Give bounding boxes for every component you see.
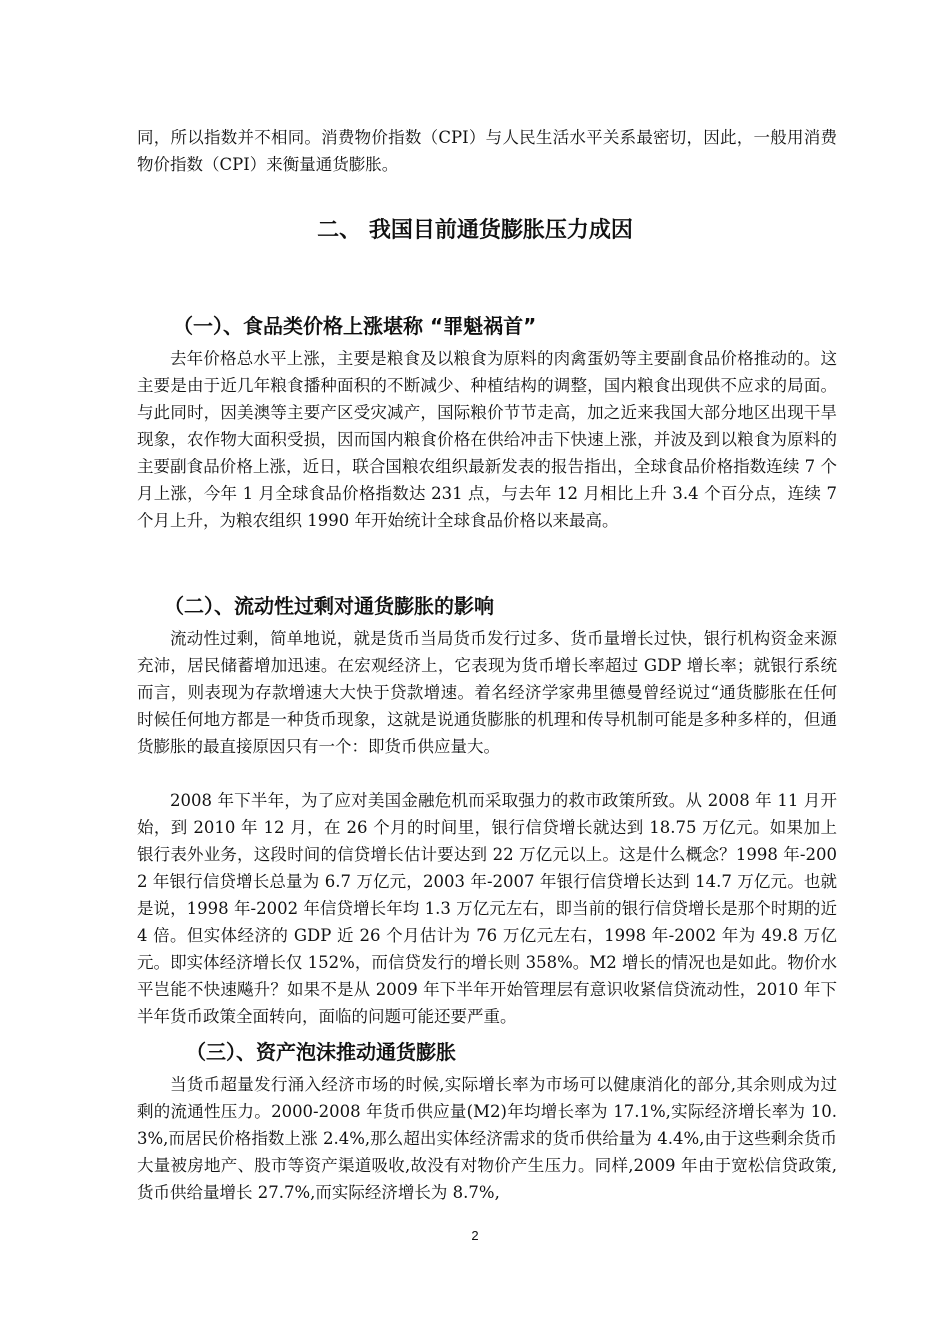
subheading-liquidity: （二）、流动性过剩对通货膨胀的影响 (164, 594, 494, 618)
subheading-food-prices: （一）、食品类价格上涨堪称 “罪魁祸首” (173, 314, 537, 338)
paragraph-food-prices: 去年价格总水平上涨，主要是粮食及以粮食为原料的肉禽蛋奶等主要副食品价格推动的。这主要是由于近几年粮食播种面积的不断减少、种植结构的调整，国内粮食出现供不应求的局面。与此同时，因美澳等主要产区受灾减产，国际粮价节节走高，加之近来我国大部分地区出现干旱现象，农作物大面积受损，因而国内粮食价格在供给冲击下快速上涨，并波及到以粮食为原料的主要副食品价格上涨，近日，联合国粮农组织最新发表的报告指出，全球食品价格指数连续 7 个月上涨，今年 1 月全球食品价格指数达 231 点，与去年 12 月相比上升 3.4 个百分点，连续 7 个月上升，为粮农组织 1990 年开始统计全球食品价格以来最高。 (137, 349, 837, 530)
section-heading-2: 二、 我国目前通货膨胀压力成因 (317, 218, 633, 243)
page-number: 2 (471, 1228, 479, 1243)
paragraph-asset-bubble: 当货币超量发行涌入经济市场的时候,实际增长率为市场可以健康消化的部分,其余则成为过剩的流通性压力。2000-2008 年货币供应量(M2)年均增长率为 17.1%,实际经济增长率为 10.3%,而居民价格指数上涨 2.4%,那么超出实体经济需求的货币供给量为 4.4%,由于这些剩余货币大量被房地产、股市等资产渠道吸收,故没有对物价产生压力。同样,2009 年由于宽松信贷政策,货币供给量增长 27.7%,而实际经济增长为 8.7%, (137, 1075, 837, 1202)
subheading-asset-bubble: （三）、资产泡沫推动通货膨胀 (186, 1040, 456, 1064)
paragraph-cpi-continuation: 同，所以指数并不相同。消费物价指数（CPI）与人民生活水平关系最密切，因此，一般用消费物价指数（CPI）来衡量通货膨胀。 (137, 128, 837, 174)
paragraph-liquidity: 流动性过剩，简单地说，就是货币当局货币发行过多、货币量增长过快，银行机构资金来源充沛，居民储蓄增加迅速。在宏观经济上，它表现为货币增长率超过 GDP 增长率；就银行系统而言，则表现为存款增速大大快于贷款增速。着名经济学家弗里德曼曾经说过“通货膨胀在任何时候任何地方都是一种货币现象，这就是说通货膨胀的机理和传导机制可能是多种多样的，但通货膨胀的最直接原因只有一个：即货币供应量大。 (137, 629, 837, 756)
paragraph-credit-growth: 2008 年下半年，为了应对美国金融危机而采取强力的救市政策所致。从 2008 年 11 月开始，到 2010 年 12 月，在 26 个月的时间里，银行信贷增长就达到 18.75 万亿元。如果加上银行表外业务，这段时间的信贷增长估计要达到 22 万亿元以上。这是什么概念？1998 年-2002 年银行信贷增长总量为 6.7 万亿元，2003 年-2007 年银行信贷增长达到 14.7 万亿元。也就是说，1998 年-2002 年信贷增长年均 1.3 万亿元左右，即当前的银行信贷增长是那个时期的近 4 倍。但实体经济的 GDP 近 26 个月估计为 76 万亿元左右，1998 年-2002 年为 49.8 万亿元。即实体经济增长仅 152%，而信贷发行的增长则 358%。M2 增长的情况也是如此。物价水平岂能不快速飚升？如果不是从 2009 年下半年开始管理层有意识收紧信贷流动性，2010 年下半年货币政策全面转向，面临的问题可能还要严重。 (137, 791, 837, 1026)
